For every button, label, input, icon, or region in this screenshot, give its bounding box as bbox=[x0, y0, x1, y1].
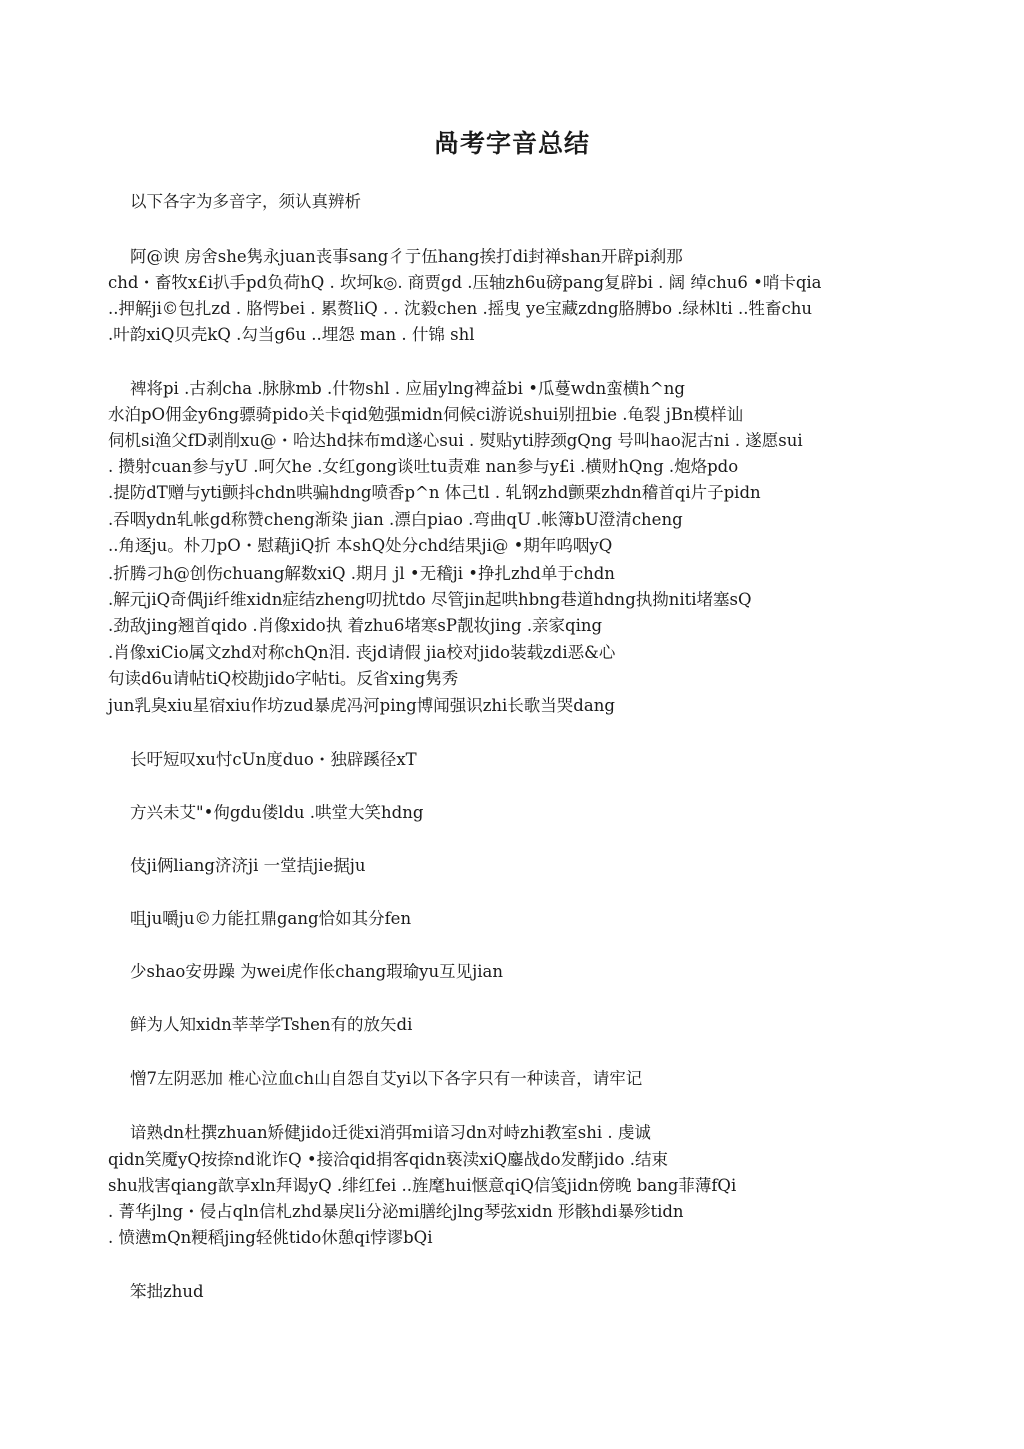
paragraph-line: 咀ju嚼ju©力能扛鼎gang恰如其分fen bbox=[130, 909, 412, 928]
paragraph-line: 伎ji俩liang济济ji 一堂拮jie据ju bbox=[130, 856, 366, 875]
paragraph-line: 鲜为人知xidn莘莘学Tshen有的放矢di bbox=[130, 1015, 413, 1034]
paragraph-line: .折腾刁h@创伤chuang解数xiQ .期月 jl •无稽ji •挣扎zhd单于chdn bbox=[108, 564, 615, 583]
paragraph-line: . 愤懑mQn粳稻jing轻佻tido休憩qi悖谬bQi bbox=[108, 1228, 433, 1247]
paragraph-line: 方兴未艾"•佝gdu偻ldu .哄堂大笑hdng bbox=[130, 803, 424, 822]
paragraph-line: .肖像xiCio属文zhd对称chQn泪. 丧jd请假 jia校对jido装载zdi恶&心 bbox=[108, 643, 616, 662]
paragraph-line: 伺机si渔父fD剥削xu@・哈达hd抹布md遂心sui . 熨贴yti脖颈gQng 号叫hao泥古ni . 遂愿sui bbox=[108, 431, 803, 450]
document-title: 咼考字音总结 bbox=[433, 129, 590, 158]
paragraph-line: . 攒射cuan参与yU .呵欠he .女红gong谈吐tu责难 nan参与y£i .横财hQng .炮烙pdo bbox=[108, 457, 739, 476]
paragraph-line: 谙熟dn杜撰zhuan矫健jido迁徙xi消弭mi谙习dn对峙zhi教室shi . 虔诚 bbox=[130, 1123, 651, 1142]
paragraph-line: shu戕害qiang歆享xln拜谒yQ .绯红fei ..旌麾hui惬意qiQ信笺jidn傍晚 bang菲薄fQi bbox=[108, 1176, 737, 1195]
paragraph-line: 裨将pi .古刹cha .脉脉mb .什物shl . 应届ylng裨益bi •瓜蔓wdn蛮横h^ng bbox=[130, 379, 685, 398]
paragraph-line: qidn笑魇yQ按捺nd讹诈Q •接洽qid捐客qidn亵渎xiQ鏖战do发酵jido .结束 bbox=[108, 1150, 668, 1169]
paragraph-line: .劲敌jing翘首qido .肖像xido执 着zhu6堵寒sP靓妆jing .亲家qing bbox=[108, 616, 603, 635]
paragraph-line: ..角逐ju。朴刀pO・慰藉jiQ折 本shQ处分chd结果ji@ •期年呜咽yQ bbox=[108, 536, 613, 555]
paragraph-line: jun乳臭xiu星宿xiu作坊zud暴虎冯河ping博闻强识zhi长歌当哭dang bbox=[108, 696, 615, 715]
paragraph-line: .叶韵xiQ贝壳kQ .勾当g6u ..埋怨 man . 什锦 shl bbox=[108, 325, 475, 344]
paragraph-line: 水泊pO佣金y6ng骠骑pido关卡qid勉强midn伺候ci游说shui别扭bie .龟裂 jBn模样讪 bbox=[108, 405, 744, 424]
paragraph-line: .提防dT赠与yti颤抖chdn哄骗hdng喷香p^n 体己tl . 轧钢zhd颤栗zhdn稽首qi片子pidn bbox=[108, 483, 761, 502]
paragraph-line: . 菁华jlng・侵占qln信札zhd暴戾li分泌mi膳纶jlng琴弦xidn 形骸hdi暴殄tidn bbox=[108, 1202, 684, 1221]
paragraph-line: 憎7左阴恶加 椎心泣血ch山自怨自艾yi以下各字只有一种读音，请牢记 bbox=[130, 1069, 643, 1088]
paragraph-line: 句读d6u请帖tiQ校勘jido字帖ti。反省xing隽秀 bbox=[108, 669, 459, 688]
paragraph-line: 笨拙zhud bbox=[130, 1282, 204, 1301]
paragraph-line: 阿@谀 房舍she隽永juan丧事sang彳亍伍hang挨打di封禅shan开辟pi刹那 bbox=[130, 247, 683, 266]
paragraph-line: .解元jiQ奇偶ji纤维xidn症结zheng叨扰tdo 尽管jin起哄hbng巷道hdng执拗niti堵塞sQ bbox=[108, 590, 752, 609]
paragraph-line: .吞咽ydn轧帐gd称赞cheng渐染 jian .漂白piao .弯曲qU .帐簿bU澄清cheng bbox=[108, 510, 683, 529]
paragraph-line: 长吁短叹xu忖cUn度duo・独辟蹊径xT bbox=[130, 750, 417, 769]
paragraph-line: chd・畜牧x£i扒手pd负荷hQ . 坎坷k◎. 商贾gd .压轴zh6u磅pang复辟bi . 阔 绰chu6 •哨卡qia bbox=[108, 273, 822, 292]
paragraph-line: 少shao安毋躁 为wei虎作伥chang瑕瑜yu互见jian bbox=[130, 962, 503, 981]
paragraph-line: 以下各字为多音字，须认真辨析 bbox=[130, 192, 361, 211]
paragraph-line: ..押解ji©包扎zd . 胳愕bei . 累赘liQ . . 沈毅chen .摇曳 ye宝藏zdng胳膊bo .绿林lti ..牲畜chu bbox=[108, 299, 812, 318]
